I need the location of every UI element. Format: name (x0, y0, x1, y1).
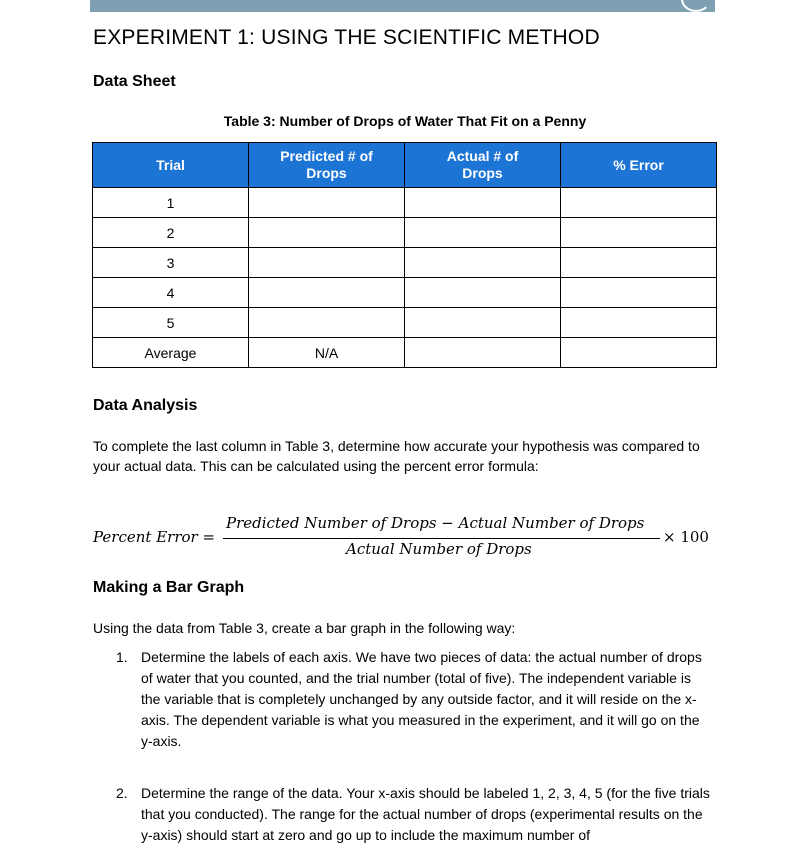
error-cell[interactable] (561, 278, 717, 308)
actual-cell[interactable] (405, 308, 561, 338)
list-item (93, 783, 713, 846)
trial-cell: 5 (93, 308, 249, 338)
table-row (93, 248, 717, 278)
error-cell[interactable] (561, 308, 717, 338)
bar-graph-heading: Making a Bar Graph (93, 579, 245, 596)
step-number: 2. (116, 785, 128, 801)
data-analysis-heading: Data Analysis (93, 397, 198, 414)
error-cell[interactable] (561, 218, 717, 248)
column-header-predicted: Predicted # of Drops (249, 143, 405, 188)
data-table (92, 142, 717, 368)
predicted-cell[interactable] (249, 278, 405, 308)
logo-icon (681, 0, 711, 12)
trial-cell: 3 (93, 248, 249, 278)
average-label-cell: Average (93, 338, 249, 368)
trial-cell: 4 (93, 278, 249, 308)
formula-numerator: Predicted Number of Drops − Actual Number of Drops (226, 514, 645, 532)
page-title: EXPERIMENT 1: USING THE SCIENTIFIC METHOD (93, 26, 600, 49)
predicted-cell[interactable] (249, 248, 405, 278)
table-row (93, 308, 717, 338)
table-caption: Table 3: Number of Drops of Water That Fit on a Penny (223, 113, 587, 129)
formula-denominator: Actual Number of Drops (346, 540, 532, 558)
formula-lhs: Percent Error = (93, 528, 216, 546)
fraction-bar (223, 538, 660, 539)
step-text: Determine the range of the data. Your x-axis should be labeled 1, 2, 3, 4, 5 (for the five trials that you conducted). The range for the actual number of drops (experimental results on the y-axis) should start at zero and go up to include the maximum number of (141, 785, 710, 843)
step-number: 1. (116, 649, 128, 665)
column-header-actual: Actual # of Drops (405, 143, 561, 188)
bar-graph-intro: Using the data from Table 3, create a bar graph in the following way: (93, 620, 516, 636)
data-sheet-heading: Data Sheet (93, 73, 176, 90)
error-cell[interactable] (561, 248, 717, 278)
error-average-cell[interactable] (561, 338, 717, 368)
actual-cell[interactable] (405, 248, 561, 278)
predicted-cell[interactable] (249, 188, 405, 218)
table-row (93, 278, 717, 308)
actual-cell[interactable] (405, 188, 561, 218)
actual-average-cell[interactable] (405, 338, 561, 368)
table-header-row (93, 143, 717, 188)
actual-cell[interactable] (405, 278, 561, 308)
predicted-cell[interactable] (249, 308, 405, 338)
table-row (93, 188, 717, 218)
trial-cell: 2 (93, 218, 249, 248)
steps-list (93, 647, 713, 846)
error-cell[interactable] (561, 188, 717, 218)
formula-multiplier: × 100 (663, 528, 709, 546)
table-row (93, 218, 717, 248)
step-text: Determine the labels of each axis. We have two pieces of data: the actual number of drops of water that you counted, and the trial number (total of five). The independent variable is the variable that is completely unchanged by any outside factor, and it will reside on the x-axis. The dependent variable is what you measured in the experiment, and it will go on the y-axis. (141, 649, 702, 749)
percent-error-formula (93, 510, 713, 566)
actual-cell[interactable] (405, 218, 561, 248)
column-header-error: % Error (561, 143, 717, 188)
average-row (93, 338, 717, 368)
trial-cell: 1 (93, 188, 249, 218)
predicted-average-cell: N/A (249, 338, 405, 368)
analysis-paragraph: To complete the last column in Table 3, determine how accurate your hypothesis was compared to your actual data. This can be calculated using the percent error formula: (93, 438, 700, 474)
header-bar (90, 0, 715, 12)
list-item (93, 647, 713, 752)
column-header-trial: Trial (93, 143, 249, 188)
predicted-cell[interactable] (249, 218, 405, 248)
